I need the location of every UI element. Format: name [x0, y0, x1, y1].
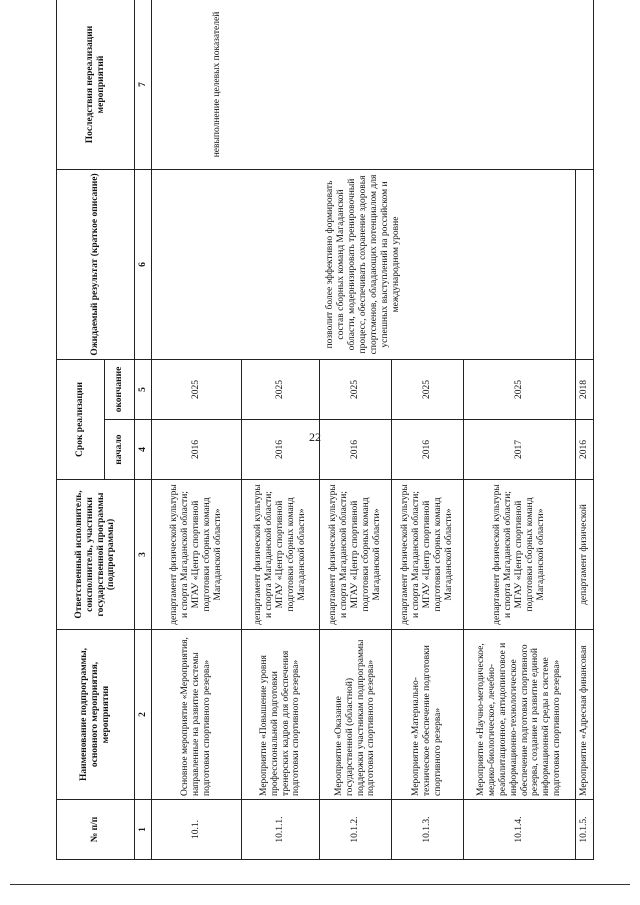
header-end: окончание [105, 360, 135, 420]
header-start: начало [105, 420, 135, 480]
header-name: Наименование подпрограммы, основного мероприятия, мероприятия [57, 630, 135, 800]
header-number: № п/п [57, 800, 135, 860]
expected-result: позволит более эффективно формировать состав сборных команд Магаданской области, модернизировать тренировочный процесс, обеспечивать сохранение здоровья спортсменов, обладающих потенциалом для успешных выступлений на российском и международном уровне [152, 170, 576, 360]
col-number: 3 [135, 480, 152, 630]
row-number: 10.1.3. [392, 800, 464, 860]
row-start: 2016 [576, 420, 594, 480]
header-period: Срок реализации [57, 360, 105, 480]
row-start: 2017 [464, 420, 576, 480]
header-result: Ожидаемый результат (краткое описание) [57, 170, 135, 360]
row-executor: департамент физической [576, 480, 594, 630]
col-number: 4 [135, 420, 152, 480]
row-start: 2016 [392, 420, 464, 480]
row-end: 2018 [576, 360, 594, 420]
col-number: 6 [135, 170, 152, 360]
row-end: 2025 [464, 360, 576, 420]
row-name: Мероприятие «Адресная финансовая [576, 630, 594, 800]
row-start: 2016 [320, 420, 392, 480]
row-name: Мероприятие «Материально-техническое обеспечение подготовки спортивного резерва» [392, 630, 464, 800]
expected-result-empty [576, 170, 594, 360]
col-number: 2 [135, 630, 152, 800]
row-end: 2025 [242, 360, 320, 420]
row-number: 10.1. [152, 800, 242, 860]
col-number: 5 [135, 360, 152, 420]
row-executor: департамент физической культуры и спорта Магаданской области; МГАУ «Центр спортивной подготовки сборных команд Магаданской области» [320, 480, 392, 630]
row-executor: департамент физической культуры и спорта Магаданской области; МГАУ «Центр спортивной подготовки сборных команд Магаданской области» [242, 480, 320, 630]
row-end: 2025 [320, 360, 392, 420]
row-end: 2025 [392, 360, 464, 420]
row-number: 10.1.1. [242, 800, 320, 860]
row-executor: департамент физической культуры и спорта Магаданской области; МГАУ «Центр спортивной подготовки сборных команд Магаданской области» [464, 480, 576, 630]
consequences: невыполнение целевых показателей [152, 0, 594, 170]
bottom-divider [10, 884, 630, 885]
page-number: 22 [309, 430, 321, 444]
row-number: 10.1.4. [464, 800, 576, 860]
row-name: Мероприятие «Повышение уровня профессиональной подготовки тренерских кадров для обеспечения подготовки спортивного резерва» [242, 630, 320, 800]
row-name: Мероприятие «Оказание государственной (областной) поддержки участникам подпрограммы подготовки спортивного резерва» [320, 630, 392, 800]
header-consequences: Последствия нереализации мероприятий [57, 0, 135, 170]
row-name: Основное мероприятие «Мероприятия, направленные на развитие системы подготовки спортивного резерва» [152, 630, 242, 800]
header-executor: Ответственный исполнитель, соисполнитель, участники государственной программы (подпрограммы) [57, 480, 135, 630]
row-name: Мероприятие «Научно-методическое, медико-биологическое, лечебно-реабилитационное, антидопинговое и информационно-технологическое обеспечение подготовки спортивного резерва, создание и развитие единой информационной среды в системе подготовки спортивного резерва» [464, 630, 576, 800]
col-number: 1 [135, 800, 152, 860]
col-number: 7 [135, 0, 152, 170]
row-end: 2025 [152, 360, 242, 420]
row-executor: департамент физической культуры и спорта Магаданской области; МГАУ «Центр спортивной подготовки сборных команд Магаданской области» [152, 480, 242, 630]
table-row [152, 0, 242, 860]
rotated-table-container [56, 0, 616, 860]
row-start: 2016 [242, 420, 320, 480]
row-number: 10.1.2. [320, 800, 392, 860]
program-table [56, 0, 594, 860]
row-start: 2016 [152, 420, 242, 480]
row-number: 10.1.5. [576, 800, 594, 860]
row-executor: департамент физической культуры и спорта Магаданской области; МГАУ «Центр спортивной подготовки сборных команд Магаданской области» [392, 480, 464, 630]
